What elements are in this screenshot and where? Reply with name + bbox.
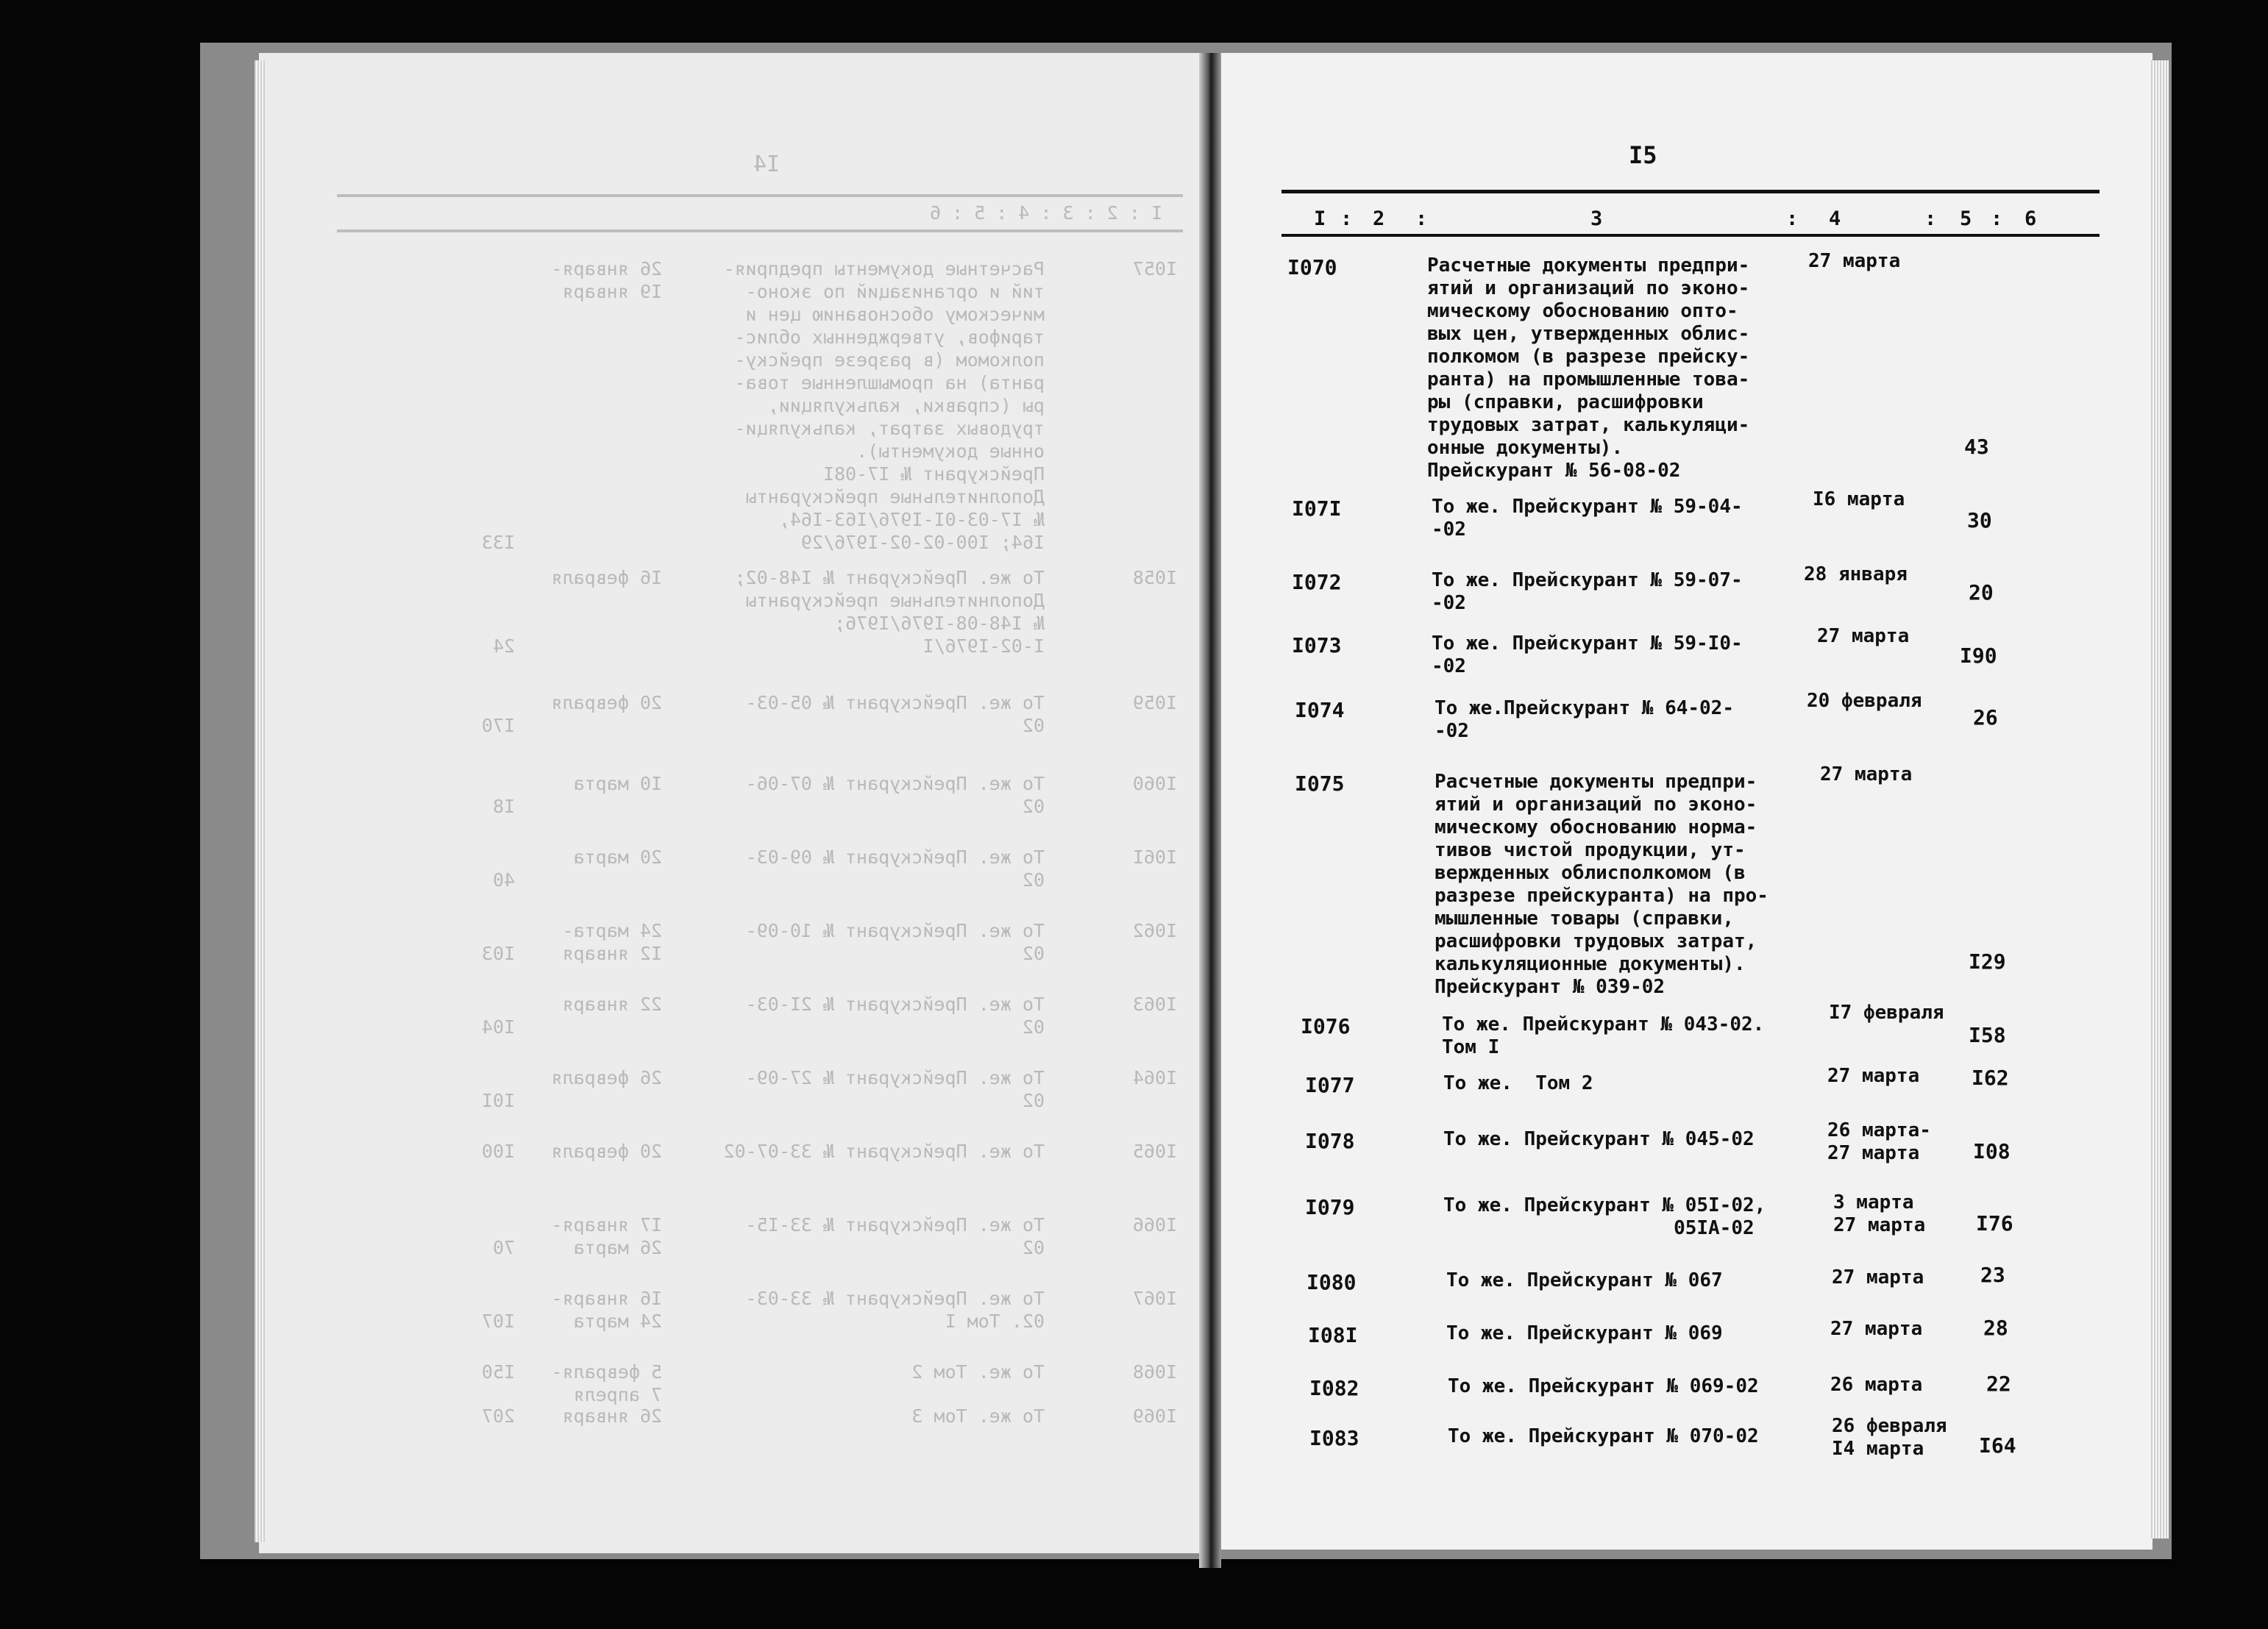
ghost-header-rule-bottom [337, 229, 1183, 232]
row-sheet-count: 23 [1980, 1263, 2005, 1287]
row-sheet-count: I29 [1969, 949, 2006, 974]
row-description: То же. Прейскурант № 59-07- -02 [1432, 569, 1743, 614]
ghost-row-number: I057 [1132, 258, 1177, 279]
row-sheet-count: 30 [1967, 508, 1992, 532]
row-date: 26 марта- 27 марта [1827, 1119, 1931, 1164]
ghost-row-count: 70 [492, 1237, 515, 1258]
row-description: То же. Прейскурант № 070-02 [1448, 1425, 1759, 1447]
row-description: То же. Том 2 [1443, 1072, 1593, 1094]
col-header-6: 6 [2025, 207, 2037, 230]
col-sep-3: : [1786, 207, 1799, 230]
col-sep-4: : [1924, 207, 1937, 230]
ghost-row-count: I50 [481, 1361, 515, 1383]
ghost-row-number: I060 [1132, 773, 1177, 794]
ghost-row-description: То же. Прейскурант № 09-03- 02 [745, 846, 1045, 891]
ghost-row-count: I07 [481, 1311, 515, 1332]
row-sheet-count: 28 [1983, 1316, 2008, 1340]
ghost-row-date: I6 января- 24 марта [551, 1288, 662, 1332]
row-date: 20 февраля [1807, 690, 1922, 712]
row-number: I075 [1295, 771, 1345, 796]
row-sheet-count: I90 [1960, 644, 1997, 668]
row-date: 3 марта 27 марта [1833, 1191, 1926, 1236]
row-sheet-count: I64 [1979, 1433, 2016, 1458]
ghost-page-number: I4 [753, 152, 780, 177]
ghost-row-description: То же. Прейскурант № 33-I5- 02 [745, 1214, 1045, 1258]
row-date: 26 марта [1830, 1374, 1923, 1396]
ghost-row-number: I058 [1132, 567, 1177, 588]
col-sep-2: : [1415, 207, 1428, 230]
ghost-row-date: 20 марта [573, 846, 662, 868]
row-number: I074 [1295, 698, 1345, 722]
row-number: I077 [1305, 1073, 1355, 1097]
row-number: I083 [1309, 1426, 1359, 1450]
row-number: I07I [1292, 496, 1342, 521]
ghost-row-date: 26 февраля [551, 1067, 662, 1088]
row-date: 27 марта [1820, 763, 1913, 785]
row-date: 27 марта [1832, 1266, 1924, 1288]
ghost-column-headers: I : 2 : 3 : 4 : 5 : 6 [929, 202, 1162, 224]
ghost-row-number: I069 [1132, 1405, 1177, 1427]
ghost-row-description: То же. Прейскурант № 27-09- 02 [745, 1067, 1045, 1111]
ghost-row-description: То же. Прейскурант № 10-09- 02 [745, 920, 1045, 964]
ghost-row-count: 24 [492, 635, 515, 657]
ghost-row-date: 26 января- I9 января [551, 258, 662, 302]
ghost-row-description: То же. Прейскурант № 05-03- 02 [745, 692, 1045, 736]
ghost-row-count: I04 [481, 1016, 515, 1038]
row-date: 26 февраля I4 марта [1832, 1415, 1947, 1460]
left-page-bleedthrough [324, 110, 1192, 1508]
ghost-row-count: I0I [481, 1090, 515, 1111]
ghost-row-date: I0 марта [573, 773, 662, 794]
row-sheet-count: 43 [1964, 435, 1989, 459]
ghost-row-date: 24 марта- I2 января [562, 920, 662, 964]
ghost-row-date: 20 февраля [551, 1141, 662, 1162]
ghost-row-count: I8 [492, 796, 515, 817]
header-rule-bottom [1281, 234, 2100, 237]
ghost-row-count: 40 [492, 869, 515, 891]
ghost-row-date: 26 января [562, 1405, 662, 1427]
ghost-row-number: I06I [1132, 846, 1177, 868]
row-date: 27 марта [1827, 1065, 1920, 1087]
row-number: I079 [1305, 1195, 1355, 1219]
row-description: То же. Прейскурант № 069 [1446, 1322, 1723, 1344]
col-header-2: 2 [1373, 207, 1385, 230]
row-number: I080 [1307, 1270, 1357, 1294]
ghost-header-rule-top [337, 194, 1183, 197]
col-header-3: 3 [1590, 207, 1603, 230]
row-date: 28 января [1804, 563, 1908, 585]
row-description: То же.Прейскурант № 64-02- -02 [1435, 697, 1734, 742]
ghost-row-description: То же. Прейскурант № 33-03- 02. Том I [745, 1288, 1045, 1332]
ghost-row-description: То же. Прейскурант № I48-02; Дополнительные прейскуранты № I48-08-I976/I976; I-02-I976/I [734, 567, 1045, 657]
row-sheet-count: 26 [1973, 705, 1998, 730]
ghost-row-date: I6 февраля [551, 567, 662, 588]
header-rule-top [1281, 190, 2100, 193]
col-sep-1: : [1340, 207, 1353, 230]
row-description: То же. Прейскурант № 069-02 [1448, 1375, 1759, 1397]
row-sheet-count: 20 [1969, 580, 1994, 605]
ghost-row-number: I067 [1132, 1288, 1177, 1309]
ghost-row-description: То же. Том 2 [911, 1361, 1045, 1383]
ghost-row-number: I063 [1132, 994, 1177, 1015]
ghost-row-number: I064 [1132, 1067, 1177, 1088]
col-header-1: I [1314, 207, 1326, 230]
row-sheet-count: I08 [1973, 1139, 2011, 1163]
col-header-5: 5 [1960, 207, 1972, 230]
ghost-row-count: I33 [481, 532, 515, 553]
ghost-row-number: I062 [1132, 920, 1177, 941]
row-number: I08I [1308, 1323, 1358, 1347]
ghost-row-number: I065 [1132, 1141, 1177, 1162]
row-description: То же. Прейскурант № 043-02. Том I [1442, 1013, 1765, 1058]
ghost-row-count: I03 [481, 943, 515, 964]
ghost-row-date: 22 января [562, 994, 662, 1015]
right-page-edges [2151, 60, 2169, 1539]
row-description: То же. Прейскурант № 59-04- -02 [1432, 496, 1743, 541]
row-number: I076 [1301, 1014, 1351, 1038]
ghost-row-number: I068 [1132, 1361, 1177, 1383]
ghost-row-number: I059 [1132, 692, 1177, 713]
ghost-row-description: То же. Том 3 [911, 1405, 1045, 1427]
ghost-row-date: I7 января- 26 марта [551, 1214, 662, 1258]
row-sheet-count: I58 [1969, 1023, 2006, 1047]
col-sep-5: : [1991, 207, 2003, 230]
row-description: То же. Прейскурант № 067 [1446, 1269, 1723, 1291]
row-description: Расчетные документы предпри- ятий и организаций по эконо- мическому обоснованию опто- вых цен, утвержденных облис- полкомом (в разрезе прейску- ранта) на промышленные това- ры (справки, расшифровки трудовых затрат, калькуляци- онные документы). Прейскурант № 56-08-02 [1427, 254, 1750, 482]
ghost-row-date: 5 февраля- 7 апреля [551, 1361, 662, 1405]
ghost-row-description: Расчетные документы предприя- тий и организаций по эконо- мическому обоснованию цен и тарифов, утвержденных облис- полкомом (в разрезе прейску- ранта) на промышленные това- ры (справки, калькуляции, трудовых затрат, калькуляци- онные документы). Прейскурант № I7-08I Дополнительные прейскуранты № I7-03-0I-I976/I63-I64, I64; I00-02-02-I976/29 [723, 258, 1045, 553]
ghost-row-description: То же. Прейскурант № 2I-03- 02 [745, 994, 1045, 1038]
row-date: 27 марта [1830, 1318, 1923, 1340]
row-description: То же. Прейскурант № 59-I0- -02 [1432, 632, 1743, 677]
row-number: I073 [1292, 633, 1342, 657]
book-gutter [1199, 53, 1221, 1568]
row-sheet-count: 22 [1986, 1372, 2011, 1396]
row-description: То же. Прейскурант № 045-02 [1443, 1128, 1755, 1150]
ghost-row-count: 207 [481, 1405, 515, 1427]
row-sheet-count: I76 [1976, 1211, 2013, 1236]
row-date: 27 марта [1808, 250, 1901, 272]
row-description: Расчетные документы предпри- ятий и организаций по эконо- мическому обоснованию норма- тивов чистой продукции, ут- вержденных облисполкомом (в разрезе прейскуранта) на про- мышленные товары (справки, расшифровки трудовых затрат, калькуляционные документы). Прейскурант № 039-02 [1435, 771, 1768, 998]
row-number: I070 [1287, 255, 1337, 279]
row-number: I078 [1305, 1129, 1355, 1153]
row-date: I6 марта [1813, 488, 1905, 510]
row-description: То же. Прейскурант № 05I-02, 05IA-02 [1443, 1194, 1766, 1239]
left-page-edges [255, 60, 265, 1542]
row-date: 27 марта [1817, 625, 1910, 647]
ghost-row-date: 20 февраля [551, 692, 662, 713]
row-date: I7 февраля [1829, 1002, 1944, 1024]
row-number: I072 [1292, 570, 1342, 594]
ghost-row-number: I066 [1132, 1214, 1177, 1236]
row-sheet-count: I62 [1972, 1066, 2009, 1090]
page-number: I5 [1629, 141, 1657, 169]
ghost-row-count: I00 [481, 1141, 515, 1162]
ghost-row-description: То же. Прейскурант № 33-07-02 [723, 1141, 1045, 1162]
row-number: I082 [1309, 1376, 1359, 1400]
ghost-row-count: I70 [481, 715, 515, 736]
ghost-row-description: То же. Прейскурант № 07-06- 02 [745, 773, 1045, 817]
col-header-4: 4 [1829, 207, 1841, 230]
